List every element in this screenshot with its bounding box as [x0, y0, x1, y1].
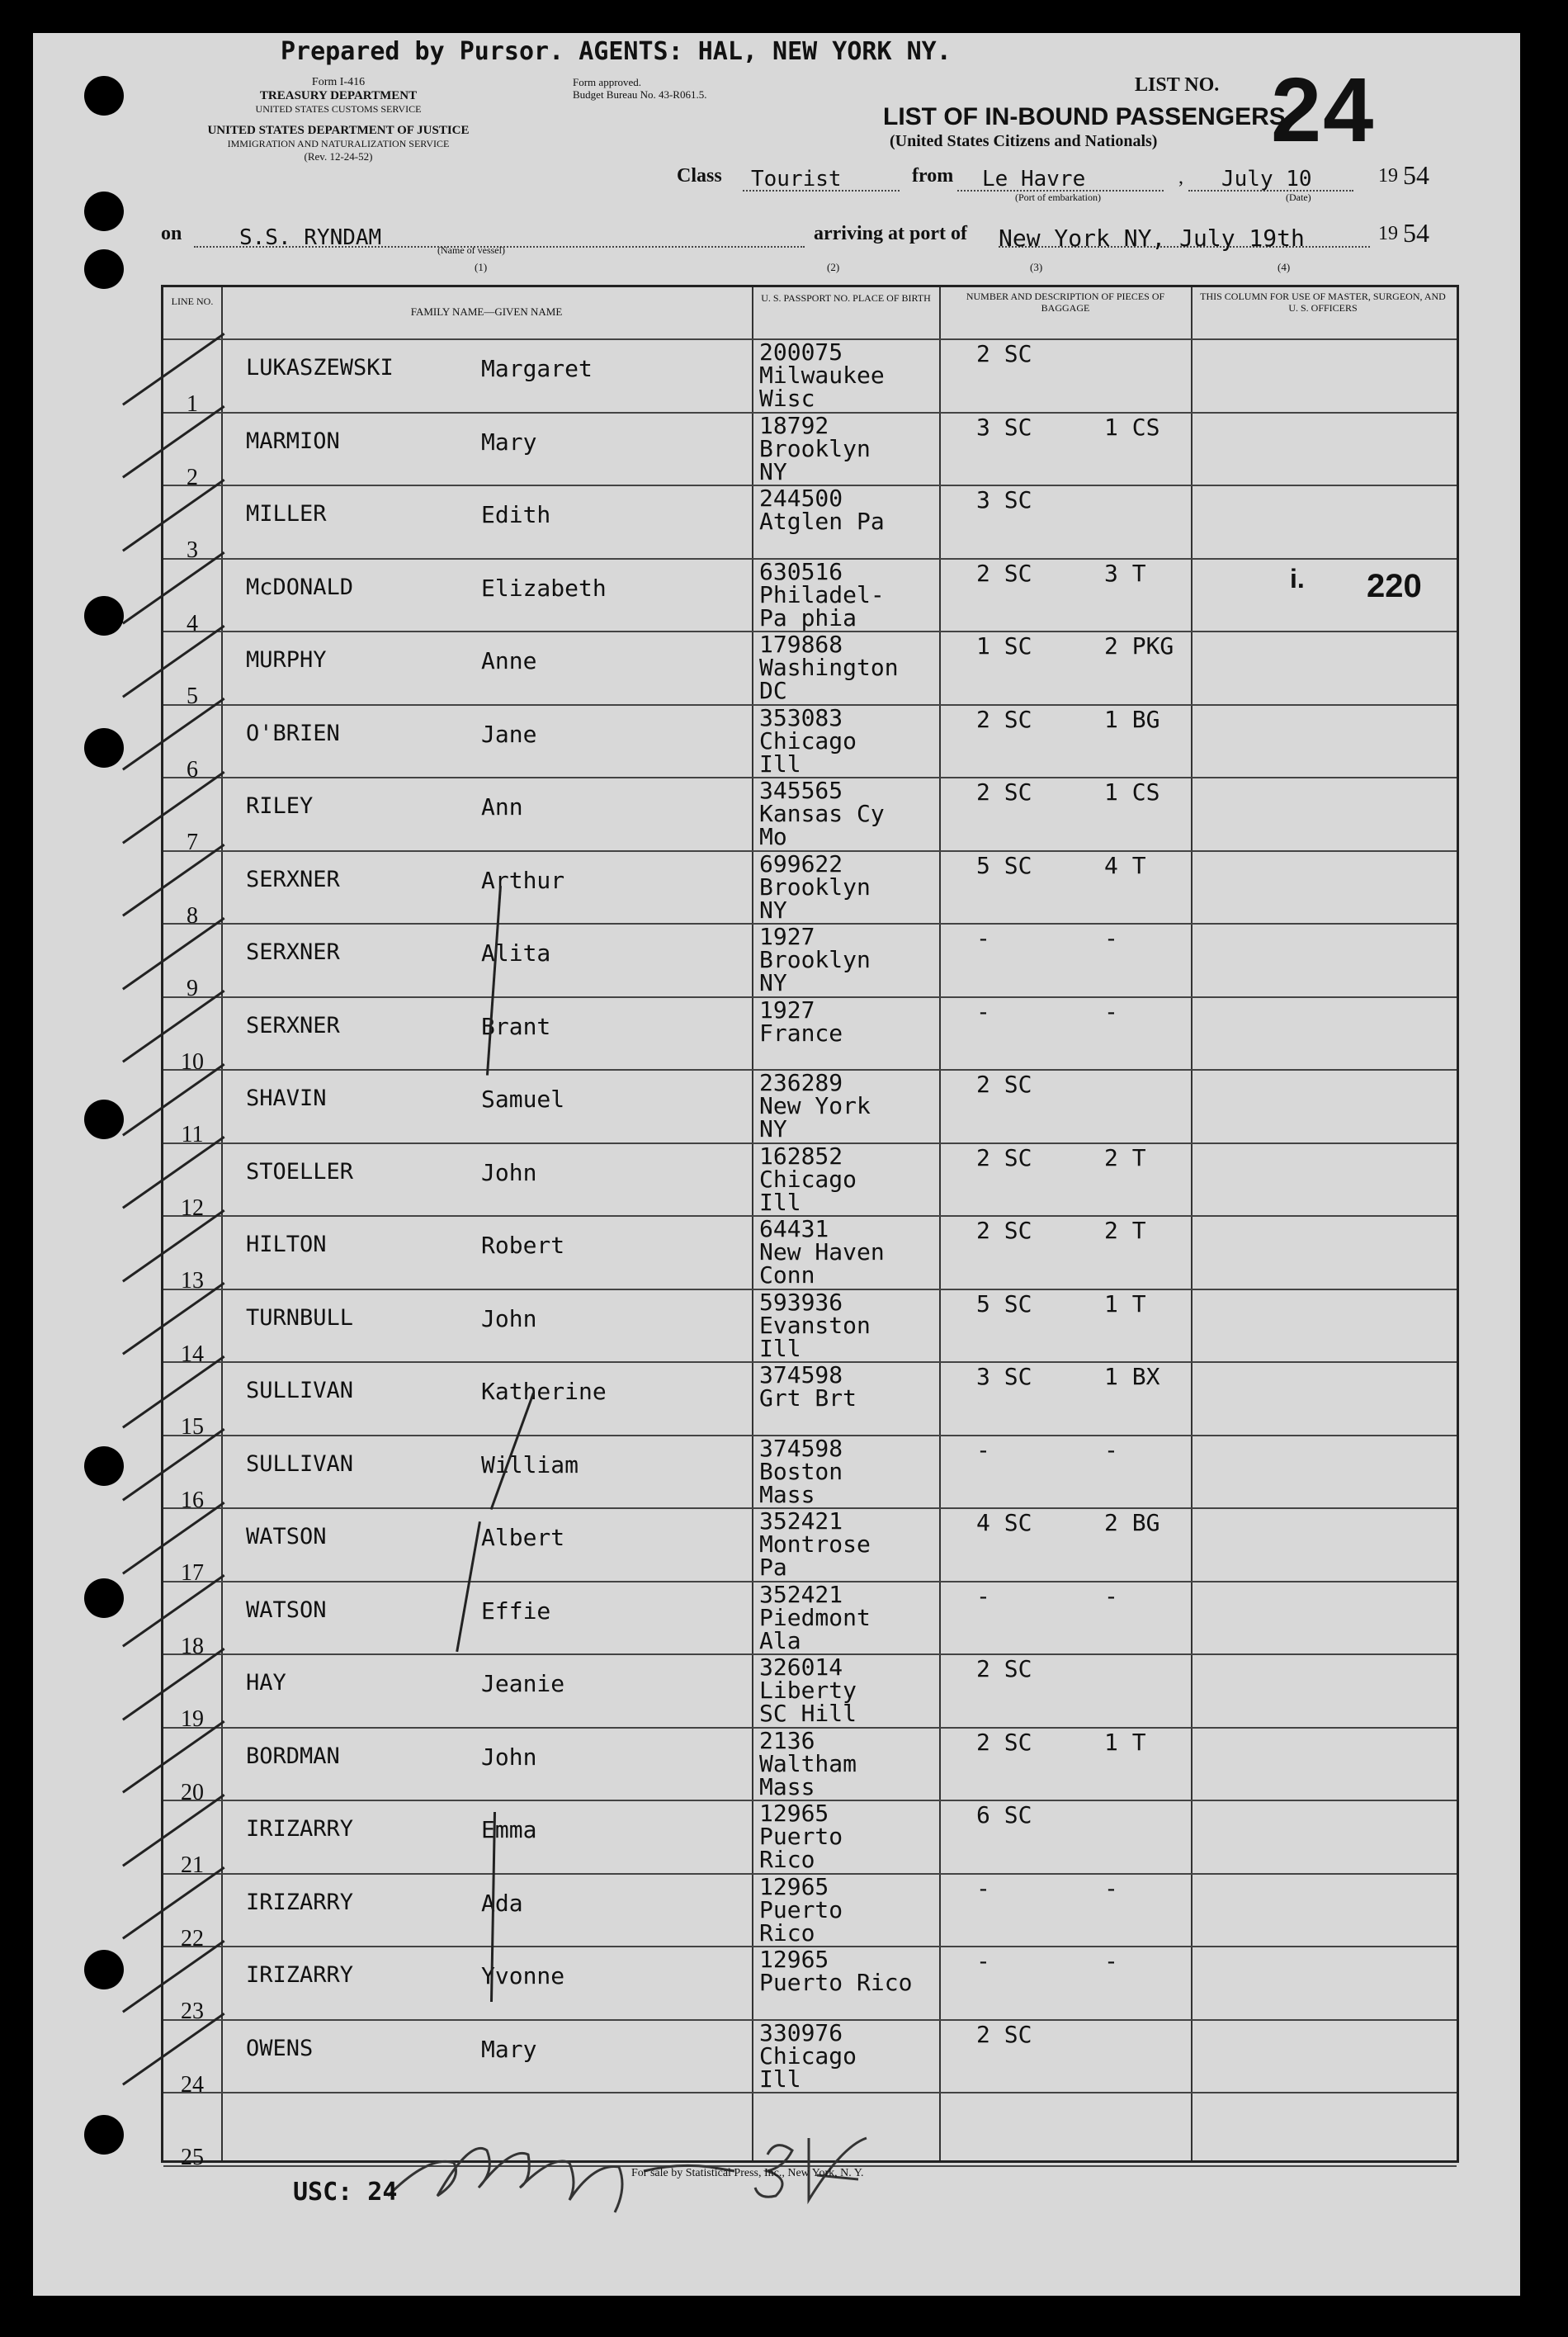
given-name: Effie	[481, 1597, 551, 1625]
birth-place-2: NY	[759, 969, 787, 996]
baggage-other: 1 BX	[1104, 1363, 1160, 1390]
form-approved: Form approved.	[573, 76, 642, 88]
table-row	[163, 1215, 1457, 1294]
port-caption: (Port of embarkation)	[1015, 192, 1101, 203]
baggage-pieces: 2 SC	[976, 340, 1032, 367]
birth-place: Liberty	[759, 1677, 857, 1704]
baggage-pieces: 2 SC	[976, 559, 1032, 587]
baggage-other: 4 T	[1104, 851, 1146, 879]
birth-place: France	[759, 1019, 843, 1047]
family-name: MARMION	[246, 428, 340, 454]
officer-mark: i.	[1290, 564, 1305, 594]
table-row	[163, 1580, 1457, 1659]
line-number: 21	[181, 1852, 204, 1878]
line-number: 6	[187, 756, 198, 783]
birth-place: New York	[759, 1092, 871, 1119]
baggage-pieces: 2 SC	[976, 2020, 1032, 2048]
baggage-other: -	[1104, 925, 1118, 952]
manifest-sheet: Prepared by Pursor. AGENTS: HAL, NEW YORK NY. Form I-416 TREASURY DEPARTMENT UNITED STATES CUSTOMS SERVICE UNITED STATES DEPARTMENT OF JUSTICE IMMIGRATION AND NATURALIZATION SERVICE (Rev. 12-24-52) Form approved. Budget Bureau No. 43-R061.5. LIST NO. 24 LIST OF IN-BOUND PASSENGERS (United States Citizens and Nationals) Class Tourist from Le Havre (Port of embarkation) , July 10 (Date) 19 54 on S.S. RYNDAM (Name of vessel) arriving at port of New York NY, July 19th 19 54 (1) (2) (3) (4) LINE NO. FAMILY NAME—GIVEN NAME U. S. PASSPORT NO. PLACE OF BIRTH NUMBER AND DESCRIPTION OF PIECES OF BAGGAGE THIS COLUMN FOR USE OF MASTER, SURGEON, AND U. S. OFFICERS 1 LUKASZEWSKI Margaret 200075 Milwaukee Wisc 2 SC 2 MARMION Mary 18792 Brooklyn NY 3 SC 1 CS 3 MILLER Edith 244500 Atglen Pa 3 SC 4 McDONALD Elizabeth 630516 Philadel- Pa phia 2 SC 3 T 5 MURPHY Anne 179868 Washington DC 1 SC 2 PKG 6 O'BRIEN Jane 353083 Chicago Ill 2 SC 1 BG 7 RILEY Ann 345565 Kansas Cy Mo 2 SC 1 CS 8 SERXNER Arthur 699622 Brooklyn NY 5 SC 4 T 9 SERXNER Alita 1927 Brooklyn NY - - 10 SERXNER Brant 1927 France - - 11 SHAVIN Samuel 236289 New York NY 2 SC 12 STOELLER John 162852 Chicago Ill 2 SC 2 T 13 HILTON Robert 64431 New Haven Conn 2 SC 2 T 14 TURNBULL John 593936 Evanston Ill 5 SC 1 T 15 SULLIVAN Katherine 374598 Grt Brt 3 SC 1 BX 16 SULLIVAN William 374598 Boston Mass - - 17 WATSON Albert 352421 Montrose Pa 4 SC 2 BG 18 WATSON Effie 352421 Piedmont Ala - - 19 HAY Jeanie 326014 Liberty SC Hill 2 SC 20 BORDMAN John 2136 Waltham Mass 2 SC 1 T 21 IRIZARRY Emma 12965 Puerto Rico 6 SC 22 IRIZARRY Ada 12965 Puerto Rico - - 23 IRIZARRY Yvonne 12965 Puerto Rico - - 24 OWENS Mary 330976 Chicago Ill 2 SC 25 220 i. For sale by Statistical Press, Inc., New York, N. Y. USC: 24	[33, 33, 1520, 2296]
birth-place-2: Mass	[759, 1772, 815, 1800]
family-name: STOELLER	[246, 1158, 354, 1185]
birth-place: Boston	[759, 1457, 843, 1485]
line-number: 14	[181, 1341, 204, 1367]
birth-place: Brooklyn	[759, 434, 871, 462]
given-name: Ada	[481, 1889, 523, 1917]
baggage-other: 2 PKG	[1104, 632, 1174, 660]
line-number: 5	[187, 684, 198, 709]
family-name: LUKASZEWSKI	[246, 355, 394, 381]
justice-department: UNITED STATES DEPARTMENT OF JUSTICE	[207, 124, 470, 137]
line-number: 12	[181, 1195, 204, 1221]
birth-place: Montrose	[759, 1530, 871, 1558]
birth-place-2: Ill	[759, 2065, 801, 2093]
birth-place-2: Wisc	[759, 385, 815, 412]
passport-number: 330976	[759, 2018, 843, 2046]
birth-place: Piedmont	[759, 1603, 871, 1631]
baggage-other: -	[1104, 997, 1118, 1025]
table-row	[163, 1434, 1457, 1513]
baggage-pieces: -	[976, 1436, 990, 1464]
family-name: MILLER	[246, 501, 327, 527]
given-name: John	[481, 1304, 537, 1332]
baggage-other: -	[1104, 1947, 1118, 1975]
table-row	[163, 1872, 1457, 1951]
passport-number: 593936	[759, 1288, 843, 1316]
given-name: Brant	[481, 1012, 551, 1040]
baggage-pieces: 3 SC	[976, 486, 1032, 513]
table-row	[163, 1361, 1457, 1440]
passport-number: 353083	[759, 703, 843, 731]
given-name: Ann	[481, 793, 523, 821]
col-header-officers: THIS COLUMN FOR USE OF MASTER, SURGEON, AND U. S. OFFICERS	[1200, 291, 1446, 314]
birth-place-2: Ill	[759, 750, 801, 778]
baggage-pieces: -	[976, 1874, 990, 1902]
table-row	[163, 1800, 1457, 1878]
baggage-pieces: 2 SC	[976, 1143, 1032, 1171]
form-number: Form I-416	[311, 76, 366, 88]
line-number: 11	[181, 1122, 204, 1147]
line-number: 7	[187, 830, 198, 855]
revision-date: (Rev. 12-24-52)	[304, 150, 373, 163]
given-name: Jeanie	[481, 1670, 565, 1697]
table-row	[163, 1946, 1457, 2024]
arrival-year-prefix: 19	[1378, 223, 1398, 244]
vessel-name: S.S. RYNDAM	[239, 225, 382, 250]
column-number-1: (1)	[475, 261, 488, 273]
treasury-department: TREASURY DEPARTMENT	[259, 89, 418, 102]
baggage-other: -	[1104, 1874, 1118, 1902]
class-label: Class	[677, 165, 722, 187]
list-subtitle: (United States Citizens and Nationals)	[890, 132, 1158, 150]
passenger-table	[161, 285, 1459, 2170]
given-name: Albert	[481, 1524, 565, 1551]
line-number: 15	[181, 1414, 204, 1440]
table-row	[163, 631, 1457, 709]
table-row	[163, 2018, 1457, 2098]
family-name: HILTON	[246, 1232, 327, 1257]
passport-number: 345565	[759, 777, 843, 804]
birth-place: Puerto	[759, 1895, 843, 1923]
passport-number: 179868	[759, 631, 843, 658]
line-number: 2	[187, 464, 198, 490]
baggage-pieces: 2 SC	[976, 778, 1032, 806]
table-row	[163, 411, 1457, 490]
birth-place: Puerto	[759, 1823, 843, 1850]
birth-place: Washington	[759, 654, 899, 681]
family-name: SHAVIN	[246, 1086, 327, 1111]
family-name: RILEY	[246, 793, 314, 819]
birth-place-2: Ala	[759, 1626, 801, 1654]
table-row	[163, 923, 1457, 1001]
given-name: Alita	[481, 939, 551, 967]
baggage-other: 2 T	[1104, 1217, 1146, 1244]
family-name: TURNBULL	[246, 1304, 354, 1331]
column-number-4: (4)	[1278, 261, 1291, 273]
baggage-other: -	[1104, 1582, 1118, 1610]
given-name: Anne	[481, 647, 537, 674]
baggage-pieces: 6 SC	[976, 1801, 1032, 1828]
line-number: 4	[187, 610, 198, 636]
table-row	[163, 1142, 1457, 1221]
passport-number: 2136	[759, 1726, 815, 1754]
table-row	[163, 1653, 1457, 1732]
year-suffix: 54	[1403, 160, 1429, 190]
class-value: Tourist	[751, 167, 842, 192]
line-number: 10	[181, 1048, 204, 1075]
line-number: 8	[187, 902, 198, 929]
given-name: Mary	[481, 428, 537, 456]
family-name: O'BRIEN	[246, 720, 340, 746]
baggage-pieces: 2 SC	[976, 705, 1032, 733]
birth-place: Chicago	[759, 2041, 857, 2070]
given-name: Margaret	[481, 355, 593, 382]
birth-place-2: Rico	[759, 1918, 815, 1947]
passport-number: 12965	[759, 1800, 829, 1827]
baggage-pieces: 5 SC	[976, 851, 1032, 879]
usc-note: USC: 24	[293, 2178, 398, 2207]
birth-place-2: SC Hill	[759, 1700, 857, 1727]
baggage-other: 1 CS	[1104, 413, 1160, 441]
table-row	[163, 1507, 1457, 1586]
col-header-baggage: NUMBER AND DESCRIPTION OF PIECES OF BAGGAGE	[966, 291, 1165, 314]
baggage-other: 3 T	[1104, 559, 1146, 587]
birth-place: Evanston	[759, 1311, 871, 1339]
baggage-pieces: -	[976, 997, 990, 1025]
given-name: John	[481, 1158, 537, 1186]
col-header-line-no: LINE NO.	[171, 296, 214, 307]
passport-number: 1927	[759, 923, 815, 950]
birth-place-2: NY	[759, 1115, 787, 1142]
baggage-other: 1 BG	[1104, 705, 1160, 733]
line-number: 23	[181, 1999, 204, 2024]
family-name: McDONALD	[246, 574, 354, 600]
baggage-pieces: 2 SC	[976, 1655, 1032, 1682]
family-name: OWENS	[246, 2035, 314, 2061]
given-name: Edith	[481, 501, 551, 528]
officer-note: 220	[1367, 568, 1422, 604]
birth-place: Chicago	[759, 726, 857, 755]
family-name: SERXNER	[246, 1012, 340, 1038]
line-number: 19	[181, 1706, 204, 1732]
on-label: on	[161, 223, 182, 244]
baggage-other: 1 T	[1104, 1289, 1146, 1318]
birth-place-2: DC	[759, 677, 787, 704]
family-name: SERXNER	[246, 866, 340, 892]
birth-place-2: NY	[759, 457, 787, 485]
table-row	[163, 777, 1457, 855]
passport-number: 630516	[759, 557, 843, 585]
passport-number: 374598	[759, 1434, 843, 1462]
birth-place: Philadel-	[759, 580, 885, 608]
budget-bureau: Budget Bureau No. 43-R061.5.	[573, 88, 707, 101]
embarkation-date: July 10	[1221, 167, 1312, 192]
baggage-pieces: 4 SC	[976, 1509, 1032, 1536]
passport-number: 64431	[759, 1215, 829, 1242]
birth-place: Grt Brt	[759, 1384, 857, 1412]
customs-service: UNITED STATES CUSTOMS SERVICE	[255, 103, 422, 115]
family-name: IRIZARRY	[246, 1889, 354, 1915]
date-caption: (Date)	[1286, 192, 1311, 203]
baggage-pieces: 5 SC	[976, 1289, 1032, 1318]
passport-number: 236289	[759, 1069, 843, 1096]
line-number: 16	[181, 1487, 204, 1513]
given-name: Emma	[481, 1816, 537, 1843]
given-name: Jane	[481, 720, 537, 748]
baggage-other: 1 T	[1104, 1728, 1146, 1756]
passport-number: 699622	[759, 849, 843, 878]
baggage-pieces: 2 SC	[976, 1217, 1032, 1244]
col-header-passport: U. S. PASSPORT NO. PLACE OF BIRTH	[761, 292, 931, 304]
passport-number: 244500	[759, 485, 843, 512]
arriving-label: arriving at port of	[814, 223, 967, 244]
table-row	[163, 338, 1457, 417]
line-number: 22	[181, 1925, 204, 1951]
passport-number: 200075	[759, 338, 843, 366]
passport-number: 18792	[759, 411, 829, 439]
table-row	[163, 703, 1457, 783]
line-number: 17	[181, 1560, 204, 1586]
baggage-pieces: -	[976, 925, 990, 952]
table-row	[163, 1288, 1457, 1367]
given-name: Robert	[481, 1232, 565, 1259]
birth-place-2: Ill	[759, 1334, 801, 1362]
birth-place: Kansas Cy	[759, 800, 885, 827]
passport-number: 352421	[759, 1580, 843, 1608]
baggage-other: -	[1104, 1436, 1118, 1464]
given-name: Samuel	[481, 1086, 565, 1113]
table-row	[163, 996, 1457, 1075]
birth-place-2: Conn	[759, 1261, 815, 1289]
line-number: 1	[187, 391, 198, 417]
list-no-label: LIST NO.	[1135, 74, 1220, 96]
baggage-pieces: 2 SC	[976, 1728, 1032, 1756]
baggage-pieces: -	[976, 1582, 990, 1610]
family-name: IRIZARRY	[246, 1962, 354, 1988]
passport-number: 162852	[759, 1142, 843, 1170]
vessel-caption: (Name of vessel)	[437, 244, 505, 256]
passport-number: 12965	[759, 1946, 829, 1973]
table-row	[163, 849, 1457, 929]
line-number: 18	[181, 1633, 204, 1659]
given-name: John	[481, 1743, 537, 1771]
table-row	[163, 1726, 1457, 1805]
printer-credit: For sale by Statistical Press, Inc., New York, N. Y.	[631, 2167, 864, 2179]
line-number: 9	[187, 976, 198, 1001]
given-name: Mary	[481, 2035, 537, 2063]
given-name: William	[481, 1450, 579, 1478]
baggage-pieces: 1 SC	[976, 632, 1032, 660]
list-number: 24	[1271, 59, 1376, 161]
birth-place: Brooklyn	[759, 873, 871, 901]
arrival-year-suffix: 54	[1403, 218, 1429, 248]
given-name: Elizabeth	[481, 574, 607, 602]
given-name: Katherine	[481, 1378, 607, 1405]
baggage-other: 2 BG	[1104, 1509, 1160, 1536]
given-name: Arthur	[481, 866, 565, 894]
line-number: 3	[187, 537, 198, 563]
birth-place-2: Ill	[759, 1188, 801, 1216]
family-name: IRIZARRY	[246, 1816, 354, 1842]
birth-place-2: Mo	[759, 823, 787, 850]
baggage-pieces: 3 SC	[976, 413, 1032, 441]
birth-place-2: Pa	[759, 1554, 787, 1581]
table-row	[163, 1069, 1457, 1147]
passport-number: 1927	[759, 996, 815, 1024]
family-name: MURPHY	[246, 647, 327, 673]
passport-number: 326014	[759, 1653, 843, 1681]
family-name: WATSON	[246, 1597, 327, 1623]
col-header-name: FAMILY NAME—GIVEN NAME	[410, 305, 563, 318]
passport-number: 374598	[759, 1361, 843, 1388]
passport-number: 352421	[759, 1507, 843, 1535]
birth-place: Puerto Rico	[759, 1969, 913, 1996]
birth-place-2: Pa phia	[759, 603, 857, 632]
passport-number: 12965	[759, 1872, 829, 1900]
baggage-other: 2 T	[1104, 1143, 1146, 1171]
birth-place: Chicago	[759, 1165, 857, 1193]
arrival-port-date: New York NY, July 19th	[999, 225, 1305, 252]
family-name: SULLIVAN	[246, 1450, 354, 1477]
from-label: from	[912, 165, 954, 187]
baggage-pieces: 3 SC	[976, 1363, 1032, 1390]
given-name: Yvonne	[481, 1962, 565, 1989]
year-prefix: 19	[1378, 165, 1398, 187]
line-number: 13	[181, 1268, 204, 1294]
birth-place: New Haven	[759, 1238, 885, 1265]
prepared-by-line: Prepared by Pursor. AGENTS: HAL, NEW YORK NY.	[281, 37, 952, 66]
list-title: LIST OF IN-BOUND PASSENGERS	[883, 103, 1286, 130]
port-of-embarkation: Le Havre	[982, 167, 1086, 192]
birth-place-2: Rico	[759, 1846, 815, 1873]
line-number: 20	[181, 1779, 204, 1805]
immigration-service: IMMIGRATION AND NATURALIZATION SERVICE	[227, 138, 450, 149]
birth-place-2: NY	[759, 896, 787, 924]
column-number-2: (2)	[827, 261, 840, 273]
table-row	[163, 485, 1457, 563]
family-name: BORDMAN	[246, 1743, 340, 1769]
family-name: HAY	[246, 1670, 286, 1696]
family-name: WATSON	[246, 1524, 327, 1549]
family-name: SERXNER	[246, 939, 340, 965]
line-number: 25	[181, 2145, 204, 2170]
birth-place: Brooklyn	[759, 946, 871, 973]
column-number-3: (3)	[1030, 261, 1043, 273]
birth-place: Waltham	[759, 1749, 857, 1777]
birth-place-2: Mass	[759, 1480, 815, 1508]
baggage-other: 1 CS	[1104, 778, 1160, 806]
birth-place: Milwaukee	[759, 362, 885, 389]
baggage-pieces: -	[976, 1947, 990, 1975]
family-name: SULLIVAN	[246, 1378, 354, 1403]
baggage-pieces: 2 SC	[976, 1071, 1032, 1098]
line-number: 24	[181, 2071, 204, 2098]
table-row	[163, 557, 1457, 636]
birth-place: Atglen Pa	[759, 508, 885, 535]
